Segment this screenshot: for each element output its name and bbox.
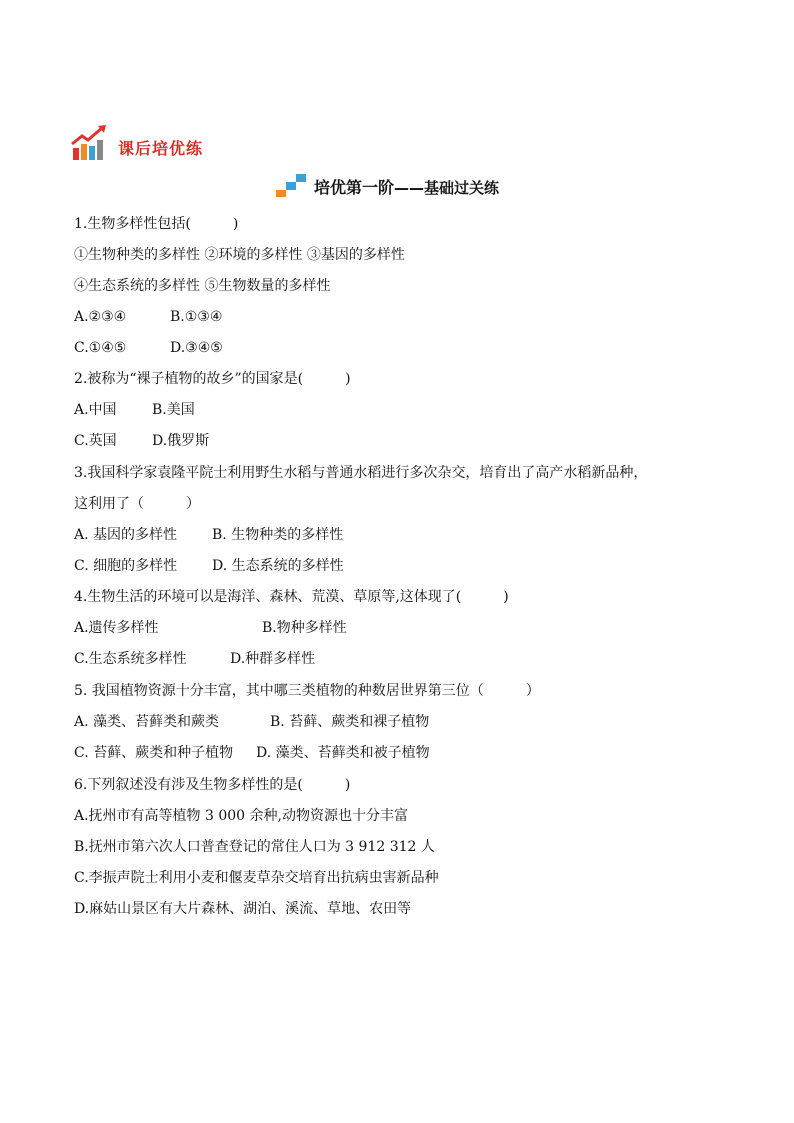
option-d[interactable]: D.俄罗斯	[152, 433, 210, 449]
question-6	[74, 770, 734, 925]
question-item: ④生态系统的多样性 ⑤生物数量的多样性	[74, 278, 331, 294]
option-b[interactable]: B.美国	[152, 402, 195, 418]
question-4	[74, 582, 734, 675]
option-c[interactable]: C.英国	[74, 433, 117, 449]
option-c[interactable]: C. 苔藓、蕨类和种子植物	[74, 745, 234, 761]
question-5	[74, 676, 734, 769]
option-row	[74, 613, 734, 644]
question-2	[74, 364, 734, 457]
option-c[interactable]: C.①④⑤	[74, 340, 127, 356]
option-row	[74, 302, 734, 333]
option-row	[74, 707, 734, 738]
option-row	[74, 333, 734, 364]
bar-chart-arrow-icon	[70, 124, 108, 162]
option-row	[74, 551, 734, 582]
option-b[interactable]: B.物种多样性	[262, 620, 347, 636]
section-heading	[274, 172, 499, 198]
question-stem: 3.我国科学家袁隆平院士利用野生水稻与普通水稻进行多次杂交，培育出了高产水稻新品种，	[74, 465, 648, 481]
question-1	[74, 209, 734, 364]
option-a[interactable]: A.②③④	[74, 309, 127, 325]
stairs-icon	[274, 172, 310, 198]
option-c[interactable]: C. 细胞的多样性	[74, 558, 178, 574]
option-a[interactable]: A.抚州市有高等植物 3 000 余种,动物资源也十分丰富	[74, 808, 408, 824]
question-stem: 1.生物多样性包括( )	[74, 216, 239, 232]
option-d[interactable]: D.麻姑山景区有大片森林、湖泊、溪流、草地、农田等	[74, 901, 412, 917]
question-3	[74, 458, 734, 582]
question-stem: 2.被称为“裸子植物的故乡”的国家是( )	[74, 371, 351, 387]
question-stem: 5. 我国植物资源十分丰富，其中哪三类植物的种数居世界第三位（ ）	[74, 683, 540, 699]
option-row	[74, 644, 734, 675]
question-item: ①生物种类的多样性 ②环境的多样性 ③基因的多样性	[74, 247, 405, 263]
option-b[interactable]: B. 生物种类的多样性	[212, 527, 344, 543]
option-b[interactable]: B.①③④	[170, 309, 223, 325]
option-c[interactable]: C.李振声院士利用小麦和偃麦草杂交培育出抗病虫害新品种	[74, 870, 439, 886]
option-d[interactable]: D.种群多样性	[230, 651, 316, 667]
option-a[interactable]: A.遗传多样性	[74, 620, 159, 636]
option-row	[74, 520, 734, 551]
option-b[interactable]: B. 苔藓、蕨类和裸子植物	[270, 714, 430, 730]
option-b[interactable]: B.抚州市第六次人口普查登记的常住人口为 3 912 312 人	[74, 839, 435, 855]
option-a[interactable]: A.中国	[74, 402, 117, 418]
option-d[interactable]: D.③④⑤	[170, 340, 223, 356]
question-stem: 6.下列叙述没有涉及生物多样性的是( )	[74, 777, 351, 793]
header-title: 课后培优练	[118, 138, 204, 158]
option-d[interactable]: D. 生态系统的多样性	[212, 558, 344, 574]
option-d[interactable]: D. 藻类、苔藓类和被子植物	[256, 745, 430, 761]
section-title: 培优第一阶——基础过关练	[314, 178, 500, 197]
option-a[interactable]: A. 藻类、苔藓类和蕨类	[74, 714, 220, 730]
option-c[interactable]: C.生态系统多样性	[74, 651, 187, 667]
option-row	[74, 426, 734, 457]
option-row	[74, 738, 734, 769]
option-row	[74, 395, 734, 426]
option-a[interactable]: A. 基因的多样性	[74, 527, 178, 543]
page-header	[70, 124, 203, 162]
question-stem: 4.生物生活的环境可以是海洋、森林、荒漠、草原等,这体现了( )	[74, 589, 509, 605]
question-stem-cont: 这利用了（ ）	[74, 496, 200, 512]
